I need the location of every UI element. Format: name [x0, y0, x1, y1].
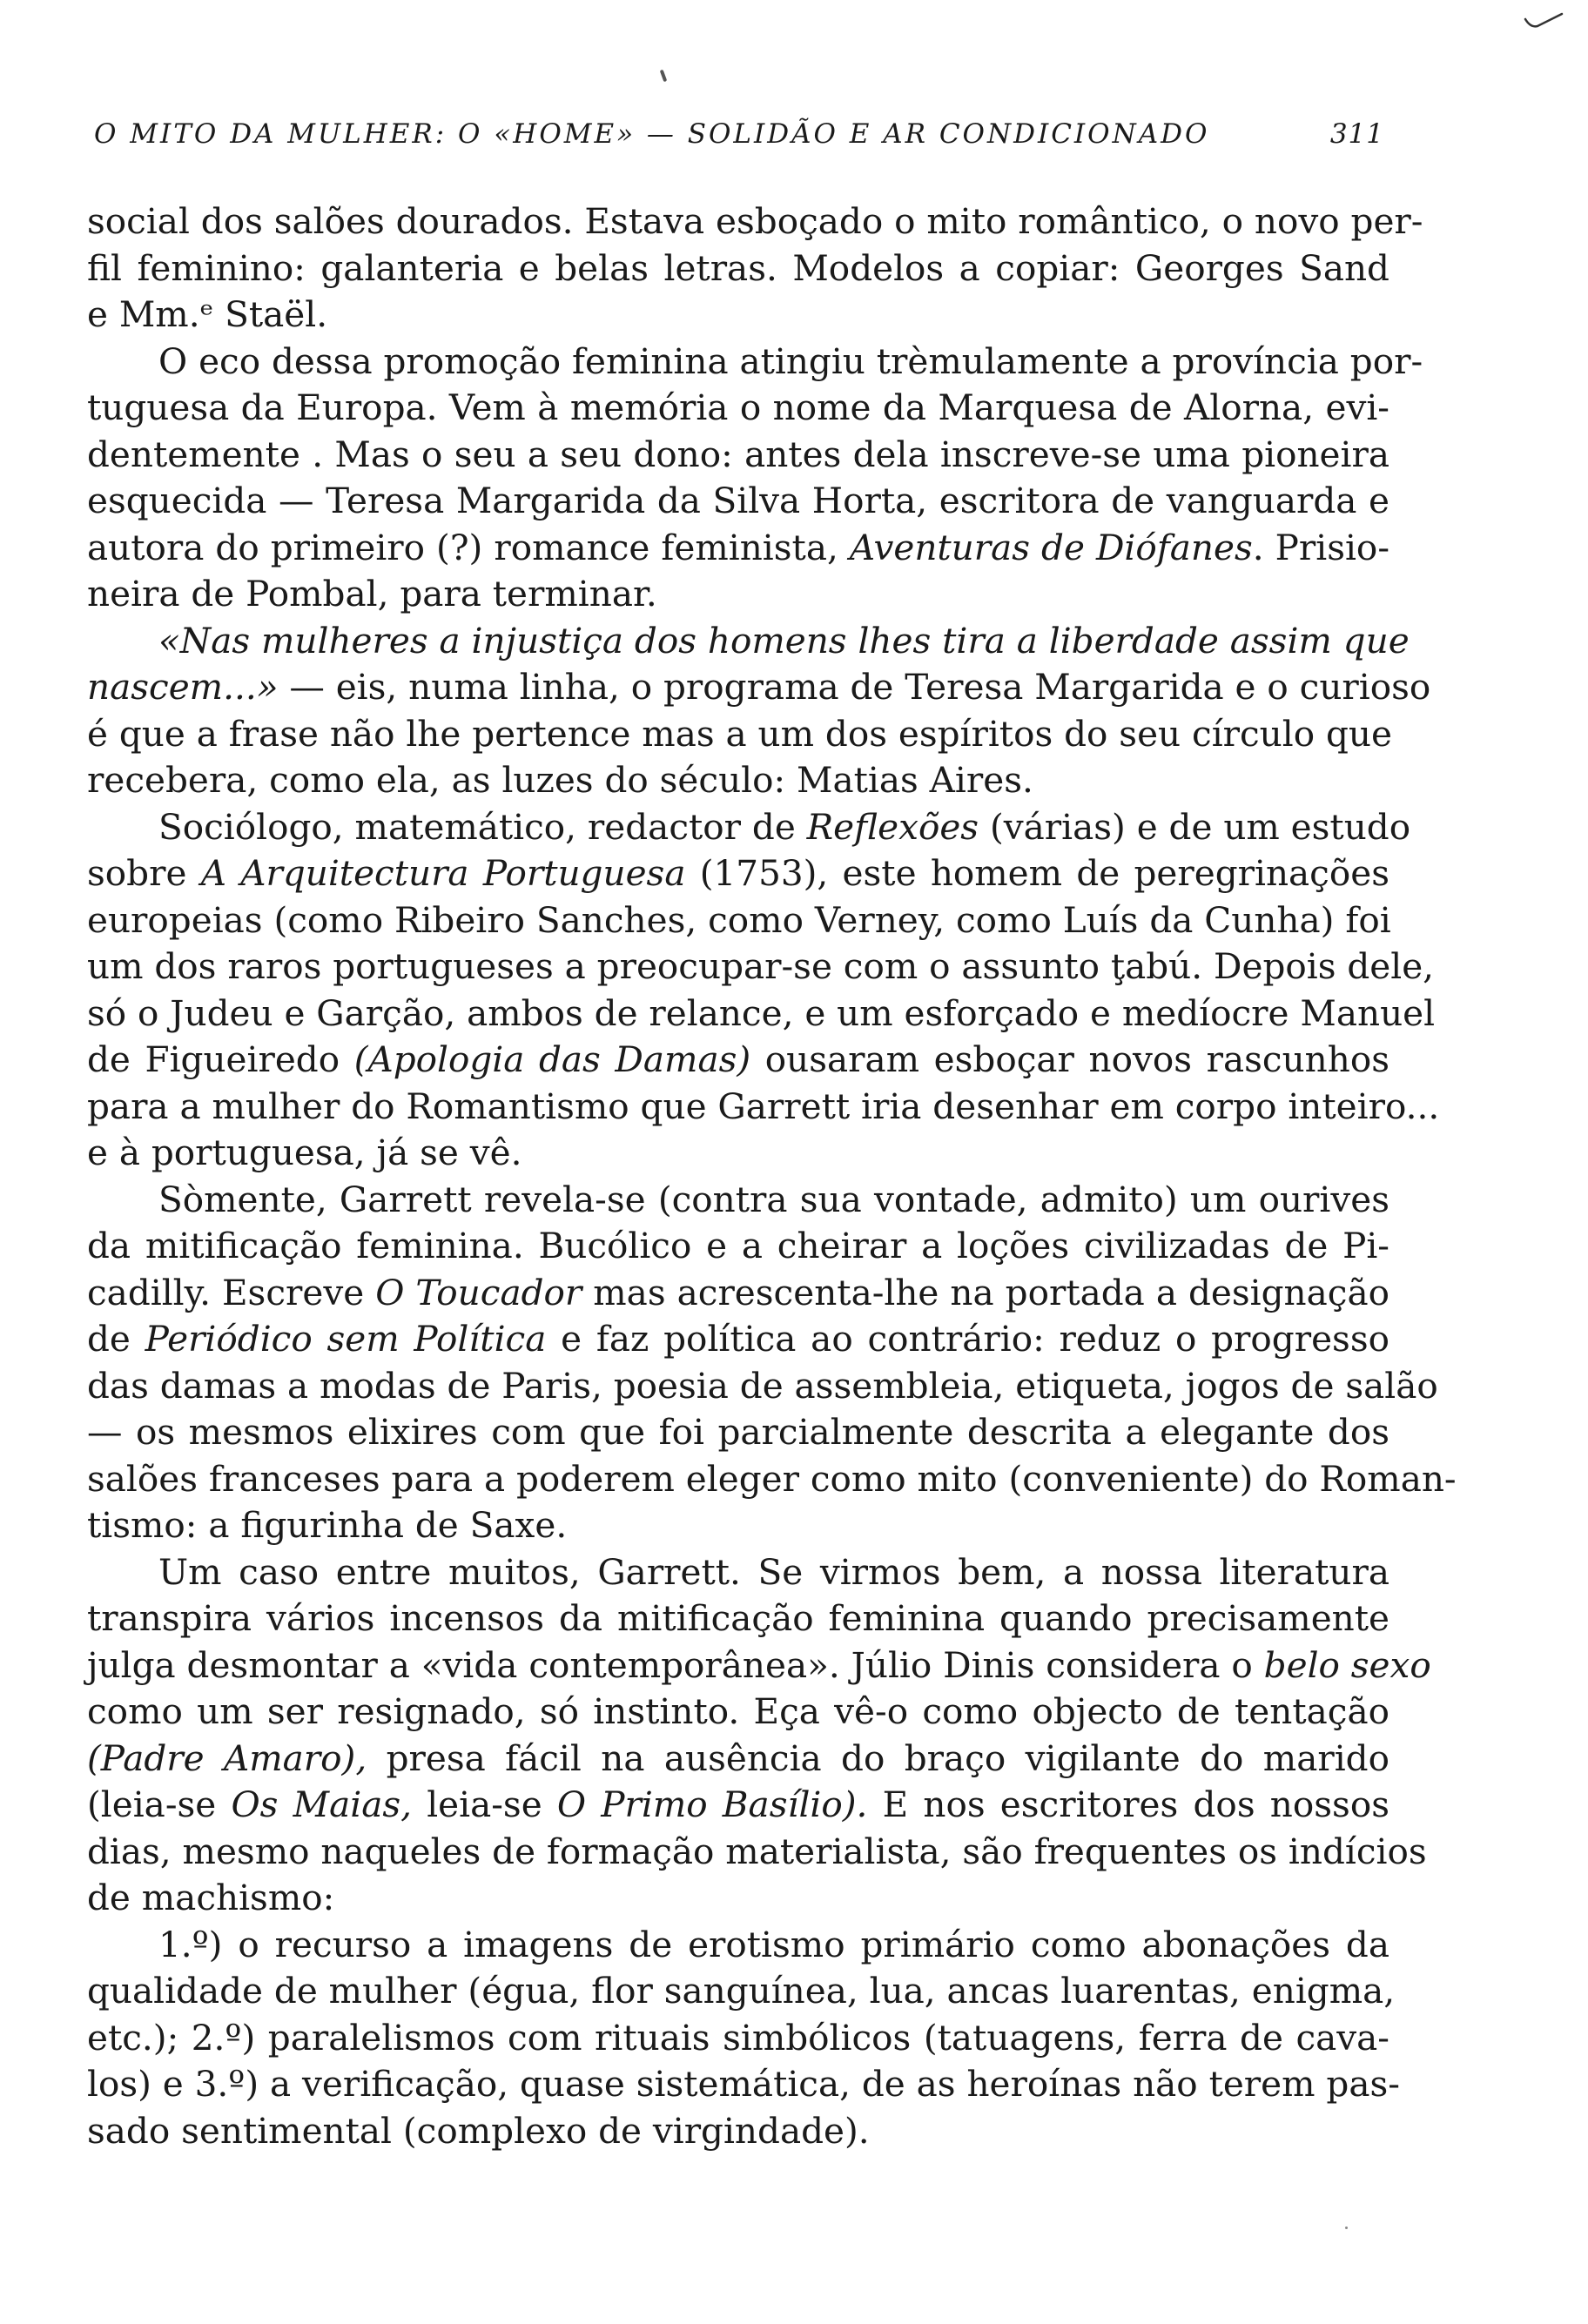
running-header	[94, 111, 1384, 157]
text-line: cadilly. Escreve O Toucador mas acrescenta-lhe na portada a designação	[87, 1271, 1390, 1313]
text-line: Um caso entre muitos, Garrett. Se virmos bem, a nossa literatura	[158, 1550, 1390, 1593]
text-line: só o Judeu e Garção, ambos de relance, e um esforçado e medíocre Manuel	[87, 991, 1436, 1034]
text-line: tuguesa da Europa. Vem à memória o nome da Marquesa de Alorna, evi-	[87, 386, 1390, 428]
text-line: salões franceses para a poderem eleger como mito (conveniente) do Roman-	[87, 1457, 1457, 1500]
text-line: «Nas mulheres a injustiça dos homens lhes tira a liberdade assim que	[158, 619, 1410, 662]
paper-speck	[1345, 2227, 1348, 2229]
stray-ink-mark	[660, 70, 668, 83]
text-line: Sociólogo, matemático, redactor de Reflexões (várias) e de um estudo	[158, 805, 1411, 848]
text-line: julga desmontar a «vida contemporânea». Júlio Dinis considera o belo sexo	[87, 1643, 1431, 1686]
text-line: social dos salões dourados. Estava esboçado o mito romântico, o novo per-	[87, 200, 1423, 242]
text-line: fil feminino: galanteria e belas letras. Modelos a copiar: Georges Sand	[87, 246, 1390, 289]
text-line: Sòmente, Garrett revela-se (contra sua vontade, admito) um ourives	[158, 1178, 1390, 1220]
text-line: (Padre Amaro), presa fácil na ausência do braço vigilante do marido	[87, 1736, 1390, 1779]
text-line: um dos raros portugueses a preocupar-se com o assunto ţabú. Depois dele,	[87, 945, 1435, 987]
text-line: qualidade de mulher (égua, flor sanguínea, lua, ancas luarentas, enigma,	[87, 1970, 1396, 2012]
text-line: O eco dessa promoção feminina atingiu trèmulamente a província por-	[158, 339, 1423, 382]
page-number: 311	[1329, 118, 1384, 150]
text-line: autora do primeiro (?) romance feminista, Aventuras de Diófanes. Prisio-	[87, 526, 1390, 568]
text-line: transpira vários incensos da mitificação feminina quando precisamente	[87, 1597, 1390, 1639]
text-line: europeias (como Ribeiro Sanches, como Verney, como Luís da Cunha) foi	[87, 898, 1391, 941]
pencil-checkmark-mark	[1522, 10, 1567, 35]
text-line: (leia-se Os Maias, leia-se O Primo Basílio). E nos escritores dos nossos	[87, 1783, 1390, 1825]
text-line: como um ser resignado, só instinto. Eça vê-o como objecto de tentação	[87, 1690, 1390, 1732]
text-line: esquecida — Teresa Margarida da Silva Horta, escritora de vanguarda e	[87, 480, 1390, 521]
text-line: nascem...» — eis, numa linha, o programa de Teresa Margarida e o curioso	[87, 666, 1431, 708]
text-line: — os mesmos elixires com que foi parcialmente descrita a elegante dos	[87, 1411, 1390, 1453]
text-line: tismo: a figurinha de Saxe.	[87, 1504, 568, 1546]
text-line: sobre A Arquitectura Portuguesa (1753), este homem de peregrinações	[87, 852, 1390, 894]
text-line: dentemente . Mas o seu a seu dono: antes dela inscreve-se uma pioneira	[87, 433, 1390, 475]
text-line: recebera, como ela, as luzes do século: Matias Aires.	[87, 759, 1033, 801]
text-line: sado sentimental (complexo de virgindade).	[87, 2109, 870, 2152]
text-line: los) e 3.º) a verificação, quase sistemática, de as heroínas não terem pas-	[87, 2063, 1400, 2105]
text-line: é que a frase não lhe pertence mas a um dos espíritos do seu círculo que	[87, 712, 1392, 755]
running-header-title: O MITO DA MULHER: O «HOME» — SOLIDÃO E AR CONDICIONADO	[94, 118, 1210, 150]
text-line: de Periódico sem Política e faz política ao contrário: reduz o progresso	[87, 1318, 1390, 1360]
text-line: neira de Pombal, para terminar.	[87, 573, 657, 615]
body-text	[87, 198, 1457, 2154]
text-line: para a mulher do Romantismo que Garrett iria desenhar em corpo inteiro...	[87, 1085, 1440, 1127]
text-line: da mitificação feminina. Bucólico e a cheirar a loções civilizadas de Pi-	[87, 1225, 1390, 1266]
text-line: dias, mesmo naqueles de formação materialista, são frequentes os indícios	[87, 1830, 1427, 1872]
text-line: e à portuguesa, já se vê.	[87, 1132, 522, 1173]
text-line: e Mm.ᵉ Staël.	[87, 293, 328, 335]
text-line: de machismo:	[87, 1877, 335, 1918]
text-line: etc.); 2.º) paralelismos com rituais simbólicos (tatuagens, ferra de cava-	[87, 2016, 1390, 2059]
text-line: das damas a modas de Paris, poesia de assembleia, etiqueta, jogos de salão	[87, 1364, 1438, 1407]
text-line: 1.º) o recurso a imagens de erotismo primário como abonações da	[158, 1923, 1390, 1965]
text-line: de Figueiredo (Apologia das Damas) ousaram esboçar novos rascunhos	[87, 1038, 1390, 1080]
